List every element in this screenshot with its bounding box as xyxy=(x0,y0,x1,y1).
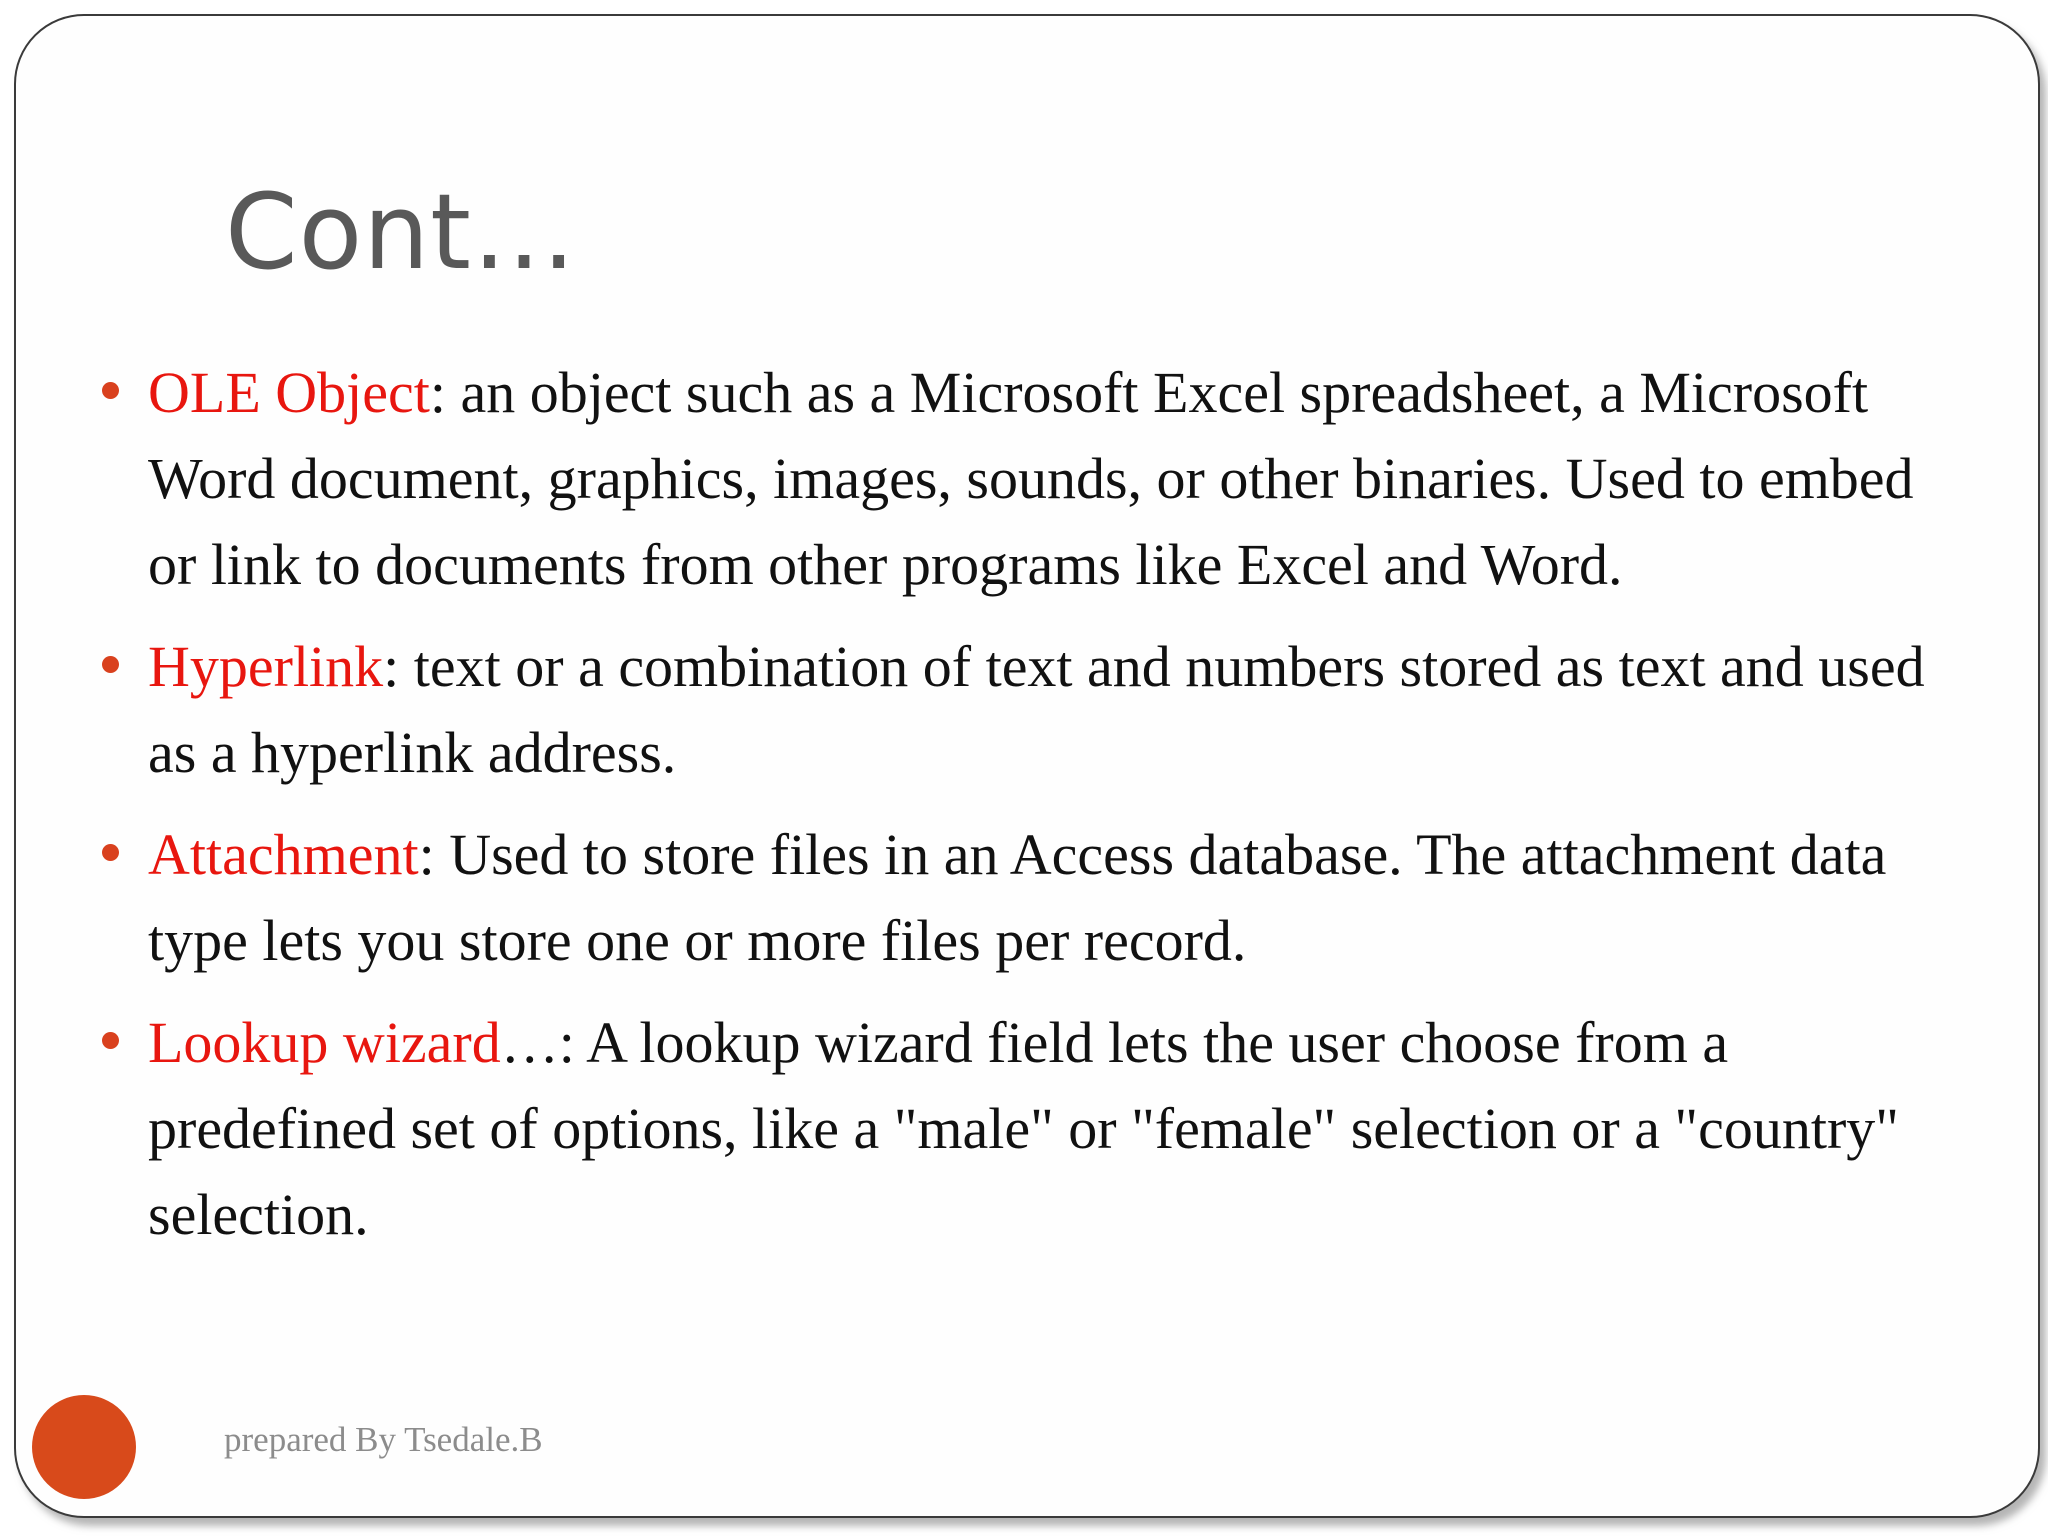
bullet-hyperlink xyxy=(148,624,1928,796)
bullet-term: Lookup wizard xyxy=(148,1010,501,1075)
bullet-term: Hyperlink xyxy=(148,634,384,699)
slide-title: Cont… xyxy=(225,171,577,293)
bullet-text: : text or a combination of text and numbers stored as text and used as a hyperlink address. xyxy=(148,634,1925,785)
bullet-list xyxy=(148,350,1928,1274)
bullet-attachment xyxy=(148,812,1928,984)
bullet-ole-object xyxy=(148,350,1928,608)
bullet-dot-icon xyxy=(102,382,119,399)
bullet-text: : an object such as a Microsoft Excel spreadsheet, a Microsoft Word document, graphics, images, sounds, or other binaries. Used to embed or link to documents from other programs like Excel and Word. xyxy=(148,360,1914,597)
bullet-dot-icon xyxy=(102,1032,119,1049)
slide-footer: prepared By Tsedale.B xyxy=(224,1420,543,1459)
decorative-circle-icon xyxy=(32,1395,136,1499)
bullet-text: : Used to store files in an Access database. The attachment data type lets you store one or more files per record. xyxy=(148,822,1887,973)
bullet-dot-icon xyxy=(102,844,119,861)
bullet-text: …: A lookup wizard field lets the user choose from a predefined set of options, like a "male" or "female" selection or a "country" selection. xyxy=(148,1010,1899,1247)
bullet-term: Attachment xyxy=(148,822,419,887)
bullet-lookup-wizard xyxy=(148,1000,1928,1258)
bullet-dot-icon xyxy=(102,656,119,673)
bullet-term: OLE Object xyxy=(148,360,430,425)
